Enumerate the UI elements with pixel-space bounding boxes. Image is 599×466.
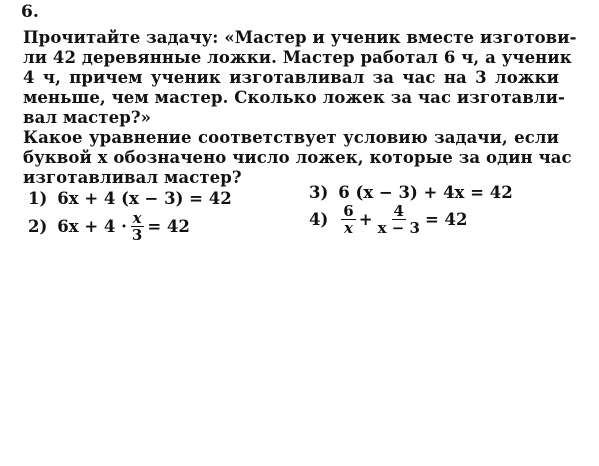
fraction-denominator: x − 3	[377, 219, 420, 237]
plus-sign: +	[358, 210, 373, 229]
option-number: 3)	[309, 183, 329, 202]
question-text-line: Какое уравнение соответствует условию задачи, если	[23, 128, 559, 147]
option-equation: 6x + 4 (x − 3) = 42	[57, 189, 232, 208]
option-equation: 6 (x − 3) + 4x = 42	[338, 183, 513, 202]
answer-option-2[interactable]	[28, 210, 190, 243]
fraction-numerator: 6	[343, 202, 354, 220]
problem-text-line: вал мастер?»	[23, 108, 152, 127]
answer-option-1[interactable]	[28, 189, 232, 208]
fraction-numerator: 4	[393, 202, 404, 220]
option-equation-suffix: = 42	[424, 210, 468, 229]
fraction	[376, 203, 422, 236]
problem-text-line: ли 42 деревянные ложки. Мастер работал 6 ч, а ученик	[23, 48, 572, 67]
problem-text-line: Прочитайте задачу: «Мастер и ученик вместе изготови-	[23, 28, 577, 47]
option-equation-suffix: = 42	[147, 217, 190, 236]
answer-option-3[interactable]	[309, 183, 513, 202]
question-text-line: буквой x обозначено число ложек, которые за один час	[23, 148, 572, 167]
problem-number: 6.	[21, 2, 39, 22]
option-number: 1)	[28, 189, 48, 208]
fraction-numerator: x	[132, 209, 142, 227]
option-number: 4)	[309, 210, 329, 229]
problem-text-line: 4 ч, причем ученик изготавливал за час на 3 ложки	[23, 68, 559, 87]
fraction-denominator: 3	[131, 226, 143, 244]
fraction-denominator: x	[344, 219, 353, 237]
option-equation-prefix: 6x + 4 ·	[57, 217, 127, 236]
fraction	[130, 210, 144, 243]
fraction	[341, 203, 355, 236]
option-number: 2)	[28, 217, 48, 236]
problem-text-line: меньше, чем мастер. Сколько ложек за час изготавли-	[23, 88, 565, 107]
question-text-line: изготавливал мастер?	[23, 168, 242, 187]
answer-option-4[interactable]	[309, 203, 468, 236]
